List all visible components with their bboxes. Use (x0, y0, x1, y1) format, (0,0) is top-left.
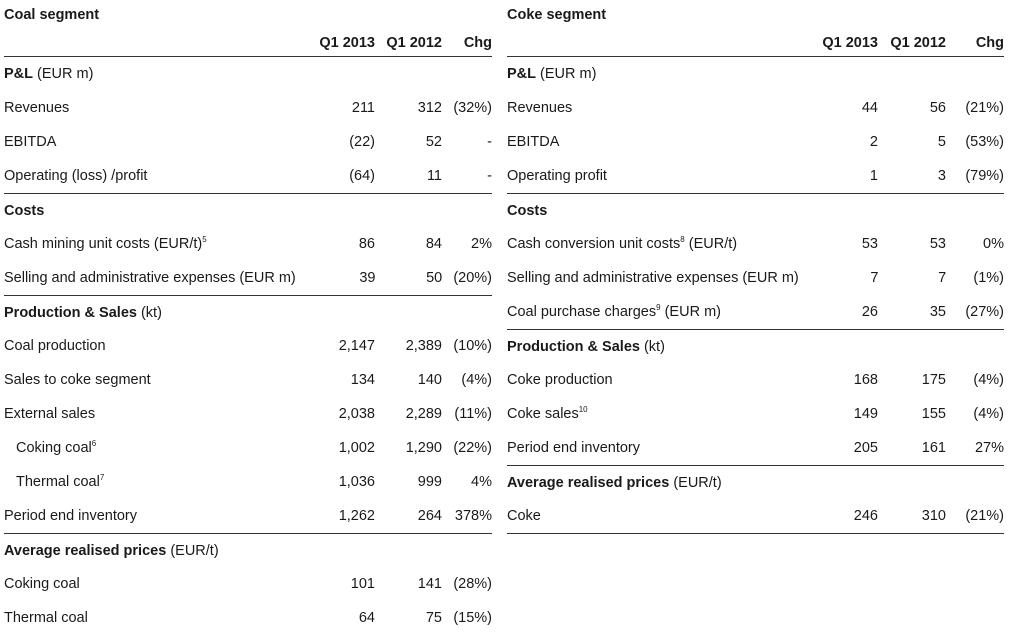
value-q1-2013: 211 (351, 100, 375, 116)
table-row (507, 125, 1004, 159)
value-change: (10%) (453, 338, 492, 354)
value-q1-2013: 134 (350, 372, 375, 388)
footnote-marker: 5 (202, 235, 207, 244)
section-title: P&L (507, 66, 536, 82)
row-label (4, 406, 295, 422)
row-label-text: Period end inventory (4, 508, 137, 524)
row-label (507, 440, 798, 456)
value-q1-2012: 175 (921, 372, 946, 388)
row-label-text: Thermal coal (16, 474, 100, 490)
section-title: Costs (4, 202, 45, 219)
table-row (4, 431, 492, 465)
value-q1-2012: 3 (937, 168, 946, 184)
value-change: (21%) (965, 508, 1004, 524)
row-label (507, 236, 798, 252)
section-label (4, 203, 492, 219)
section-header (507, 329, 1004, 363)
value-q1-2012: 999 (417, 474, 442, 490)
coke-header-q1-2012: Q1 2012 (890, 35, 946, 51)
table-row (4, 261, 492, 295)
section-unit: (EUR/t) (669, 474, 722, 491)
section-title: Average realised prices (507, 474, 670, 491)
section-label (4, 543, 492, 559)
value-q1-2013: 2,038 (338, 406, 375, 422)
value-change: (28%) (453, 576, 492, 592)
value-change: 2% (471, 236, 492, 252)
section-label (507, 475, 1004, 491)
value-change: - (487, 134, 492, 150)
row-label-text: EBITDA (4, 134, 57, 150)
value-q1-2013: 246 (853, 508, 878, 524)
row-label (4, 576, 295, 592)
row-label (4, 236, 295, 252)
value-q1-2013: 39 (359, 270, 376, 286)
value-q1-2013: (22) (349, 134, 375, 150)
table-row (4, 363, 492, 397)
value-q1-2012: 312 (417, 100, 442, 116)
table-row (507, 295, 1004, 329)
coke-segment-title: Coke segment (507, 7, 607, 23)
row-label-text: Coke sales (507, 406, 579, 422)
value-q1-2012: 84 (425, 236, 442, 252)
value-q1-2012: 1,290 (405, 440, 442, 456)
value-q1-2013: 1,036 (338, 474, 375, 490)
section-header (4, 57, 492, 91)
coal-header-row (4, 30, 492, 57)
value-q1-2013: 168 (853, 372, 878, 388)
table-row (507, 363, 1004, 397)
table-row (507, 261, 1004, 295)
section-header (4, 533, 492, 567)
value-q1-2012: 56 (929, 100, 946, 116)
row-label-text: Revenues (507, 100, 573, 116)
value-q1-2013: 64 (358, 610, 375, 626)
value-change: (20%) (453, 270, 493, 286)
row-label-text: Operating profit (507, 168, 607, 184)
value-change: (27%) (965, 304, 1004, 320)
footnote-marker: 7 (99, 473, 105, 482)
row-label-text: Coke production (507, 372, 613, 388)
coal-header-q1-2013: Q1 2013 (319, 35, 375, 51)
row-label-text: Selling and administrative expenses (EUR m) (507, 270, 799, 286)
value-q1-2013: 101 (350, 576, 375, 592)
table-row (4, 499, 492, 533)
value-q1-2013: 1,002 (338, 440, 375, 456)
value-q1-2012: 141 (417, 576, 442, 592)
value-q1-2013: 7 (870, 270, 879, 286)
table-row (4, 567, 492, 601)
section-title: Average realised prices (4, 542, 167, 559)
value-q1-2013: 2,147 (338, 338, 375, 354)
row-label-text: Coal purchase charges (507, 304, 657, 320)
value-q1-2013: 149 (853, 406, 878, 422)
table-row (4, 125, 492, 159)
value-q1-2012: 35 (929, 304, 946, 320)
row-label (507, 134, 798, 150)
value-q1-2012: 161 (921, 440, 946, 456)
row-label (507, 100, 798, 116)
row-label-text: Coal production (4, 338, 106, 354)
row-label (4, 168, 295, 184)
value-q1-2012: 140 (417, 372, 442, 388)
row-label-text: Cash mining unit costs (EUR/t) (4, 236, 203, 252)
coke-header-chg: Chg (975, 35, 1004, 51)
row-label (4, 100, 295, 116)
row-label-text: Period end inventory (507, 440, 640, 456)
section-header (4, 193, 492, 227)
section-label (507, 203, 1004, 219)
value-change: (1%) (973, 270, 1004, 286)
section-label (507, 66, 1004, 82)
footnote-marker: 8 (680, 235, 685, 244)
coal-header-chg: Chg (463, 35, 492, 51)
table-row (507, 499, 1004, 534)
coke-rows (507, 57, 1004, 534)
value-q1-2013: 1,262 (338, 508, 375, 524)
footnote-marker: 9 (656, 303, 661, 312)
value-q1-2012: 50 (426, 270, 443, 286)
table-row (507, 397, 1004, 431)
value-q1-2013: 53 (861, 236, 878, 252)
value-q1-2012: 2,289 (405, 406, 442, 422)
row-label-text: Coking coal (16, 440, 92, 456)
value-q1-2013: 1 (869, 168, 878, 184)
value-change: (4%) (461, 372, 492, 388)
section-header (507, 193, 1004, 227)
coke-segment-table (507, 0, 1004, 534)
row-label (507, 270, 799, 286)
value-q1-2012: 11 (426, 168, 442, 184)
value-change: 378% (454, 508, 492, 524)
row-label-text: Coke (507, 508, 541, 524)
table-row (507, 227, 1004, 261)
value-q1-2012: 52 (425, 134, 442, 150)
section-unit: (EUR m) (33, 66, 94, 82)
row-label (507, 304, 798, 320)
value-change: (22%) (453, 440, 492, 456)
table-row (4, 601, 492, 635)
table-row (507, 431, 1004, 465)
row-label (507, 508, 798, 524)
section-title: Production & Sales (4, 304, 137, 321)
row-label (4, 134, 295, 150)
table-row (507, 91, 1004, 125)
value-change: (21%) (965, 100, 1004, 116)
row-label-text: Cash conversion unit costs (507, 236, 681, 252)
section-unit: (kt) (639, 338, 665, 355)
value-change: (32%) (453, 100, 492, 116)
table-row (4, 227, 492, 261)
row-label-text: Selling and administrative expenses (EUR m) (4, 270, 296, 286)
row-label (4, 474, 295, 490)
value-q1-2013: 44 (861, 100, 878, 116)
row-label (4, 270, 296, 286)
table-row (4, 159, 492, 193)
section-header (507, 57, 1004, 91)
value-change: (11%) (454, 406, 492, 422)
coal-rows (4, 57, 492, 635)
value-q1-2012: 264 (417, 508, 442, 524)
row-label-unit: (EUR/t) (684, 236, 738, 252)
row-label (4, 372, 295, 388)
row-label (4, 508, 295, 524)
row-label (507, 372, 798, 388)
section-title: Production & Sales (507, 338, 640, 355)
row-label (4, 610, 295, 626)
value-change: (79%) (965, 168, 1004, 184)
footnote-marker: 10 (578, 405, 588, 414)
value-q1-2012: 75 (425, 610, 442, 626)
value-q1-2012: 2,389 (405, 338, 442, 354)
section-unit: (EUR/t) (166, 542, 219, 559)
section-unit: (EUR m) (536, 66, 597, 82)
coal-header-q1-2012: Q1 2012 (386, 35, 442, 51)
section-label (4, 305, 492, 321)
value-q1-2013: 26 (861, 304, 878, 320)
row-label (4, 440, 295, 456)
table-row (4, 91, 492, 125)
row-label (507, 406, 798, 422)
section-title: P&L (4, 66, 33, 82)
value-q1-2012: 53 (929, 236, 946, 252)
value-q1-2012: 155 (921, 406, 946, 422)
row-label-text: Coking coal (4, 576, 80, 592)
value-change: 27% (974, 440, 1004, 456)
table-row (507, 159, 1004, 193)
section-title: Costs (507, 202, 548, 219)
value-change: (15%) (453, 610, 492, 626)
value-q1-2012: 5 (937, 134, 946, 150)
table-row (4, 465, 492, 499)
row-label-unit: (EUR m) (660, 304, 721, 320)
value-change: (4%) (973, 406, 1004, 422)
value-change: 4% (471, 474, 492, 490)
row-label-text: Sales to coke segment (4, 372, 151, 388)
section-label (4, 66, 492, 82)
value-change: (4%) (973, 372, 1004, 388)
value-q1-2013: (64) (349, 168, 375, 184)
section-header (4, 295, 492, 329)
row-label-text: EBITDA (507, 134, 560, 150)
row-label-text: Operating (loss) /profit (4, 168, 148, 184)
table-row (4, 397, 492, 431)
value-q1-2013: 205 (853, 440, 878, 456)
value-change: (53%) (965, 134, 1004, 150)
value-q1-2013: 86 (358, 236, 375, 252)
coal-segment-title: Coal segment (4, 7, 100, 23)
coal-segment-table (4, 0, 492, 635)
value-change: - (487, 168, 492, 184)
value-q1-2012: 7 (938, 270, 947, 286)
row-label-text: Thermal coal (4, 610, 88, 626)
section-header (507, 465, 1004, 499)
footnote-marker: 6 (91, 439, 97, 448)
section-label (507, 339, 1004, 355)
row-label (507, 168, 798, 184)
section-unit: (kt) (136, 304, 162, 321)
value-q1-2013: 2 (869, 134, 878, 150)
coke-header-q1-2013: Q1 2013 (822, 35, 878, 51)
row-label-text: External sales (4, 406, 96, 422)
table-row (4, 329, 492, 363)
value-q1-2012: 310 (921, 508, 946, 524)
value-change: 0% (983, 236, 1004, 252)
row-label-text: Revenues (4, 100, 70, 116)
row-label (4, 338, 295, 354)
coke-header-row (507, 30, 1004, 57)
